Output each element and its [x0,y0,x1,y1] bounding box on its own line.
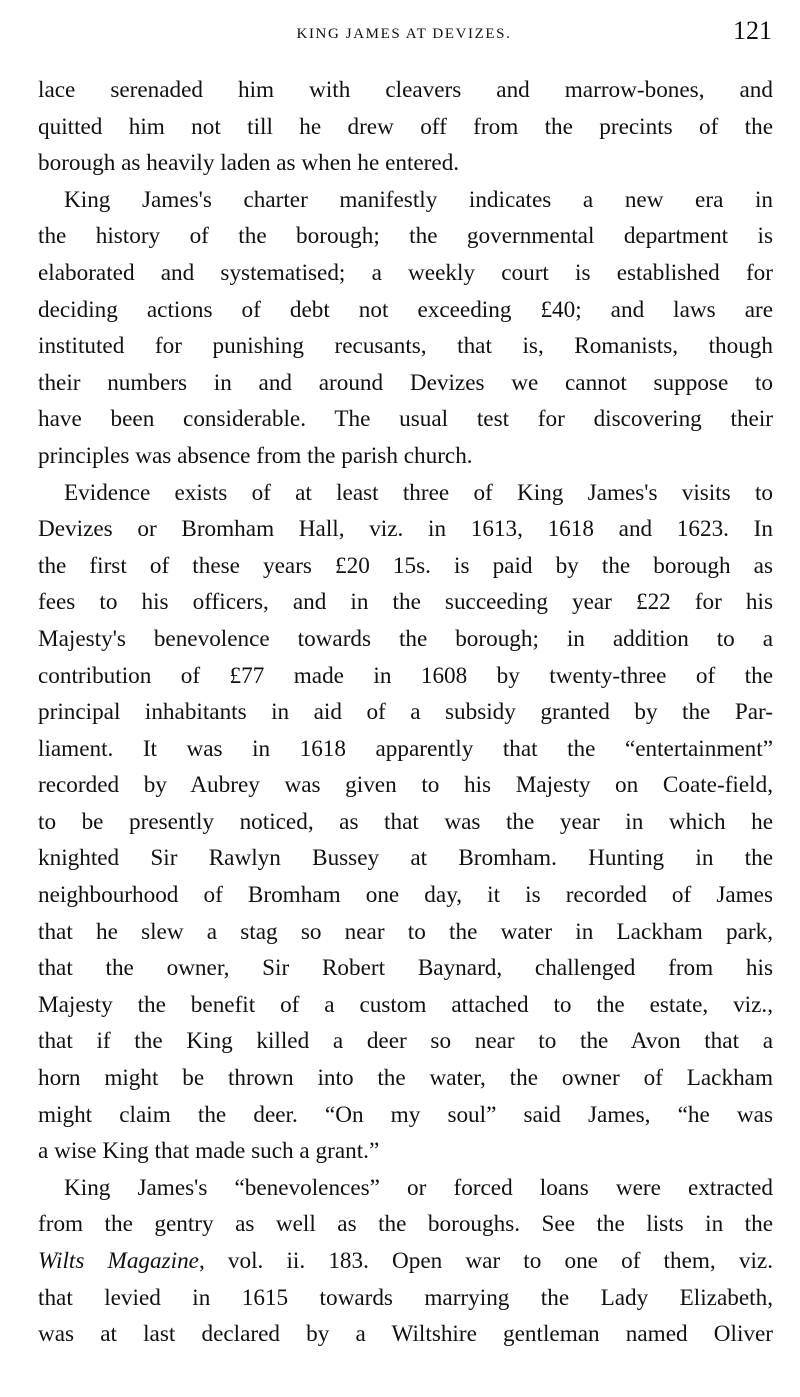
text-line: deciding actions of debt not exceeding £40; and laws are [38,296,773,323]
text-line: knighted Sir Rawlyn Bussey at Bromham. Hunting in the [38,845,773,872]
text-line: King James's “benevolences” or forced loans were extracted [64,1174,773,1201]
text-line: their numbers in and around Devizes we cannot suppose to [38,369,773,396]
text-line: borough as heavily laden as when he entered. [38,150,460,177]
text-line: Evidence exists of at least three of King James's visits to [64,479,773,506]
text-line: have been considerable. The usual test for discovering their [38,406,773,433]
text-line: that he slew a stag so near to the water in Lackham park, [38,918,773,945]
text-line: instituted for punishing recusants, that is, Romanists, though [38,333,773,360]
body-text [38,72,773,1353]
text-line: liament. It was in 1618 apparently that the “entertainment” [38,735,773,762]
text-line: Majesty's benevolence towards the borough; in addition to a [38,625,773,652]
running-title: KING JAMES AT DEVIZES. [296,26,512,42]
text-line: from the gentry as well as the boroughs. See the lists in the [38,1211,773,1238]
text-line-rest: , vol. ii. 183. Open war to one of them, viz. [198,1248,773,1274]
text-line: was at last declared by a Wiltshire gentleman named Oliver [38,1321,773,1348]
text-line [38,1243,773,1280]
text-line: the history of the borough; the governmental department is [38,223,773,250]
text-line: might claim the deer. “On my soul” said James, “he was [38,1101,773,1128]
text-line: Devizes or Bromham Hall, viz. in 1613, 1618 and 1623. In [38,516,773,543]
text-line: lace serenaded him with cleavers and marrow-bones, and [38,77,773,103]
text-line: neighbourhood of Bromham one day, it is recorded of James [38,882,773,909]
text-line: contribution of £77 made in 1608 by twenty-three of the [38,662,773,689]
text-line: that levied in 1615 towards marrying the Lady Elizabeth, [38,1284,773,1311]
text-line: Majesty the benefit of a custom attached to the estate, viz., [38,991,773,1018]
page-number: 121 [733,16,772,45]
text-line: horn might be thrown into the water, the owner of Lackham [38,1065,773,1092]
text-line: that if the King killed a deer so near to the Avon that a [38,1028,773,1055]
text-line: King James's charter manifestly indicates a new era in [64,186,773,213]
text-line: a wise King that made such a grant.” [38,1138,380,1165]
text-line: recorded by Aubrey was given to his Majesty on Coate-field, [38,772,773,799]
text-line: principles was absence from the parish church. [38,442,473,469]
text-line: quitted him not till he drew off from the precints of the [38,113,773,140]
text-line: to be presently noticed, as that was the year in which he [38,808,773,835]
text-line: elaborated and systematised; a weekly court is established for [38,259,773,286]
text-line: principal inhabitants in aid of a subsidy granted by the Par- [38,699,773,726]
running-head [36,14,772,54]
journal-title: Wilts Magazine [38,1248,199,1274]
text-line: that the owner, Sir Robert Baynard, challenged from his [38,955,773,982]
text-line: the first of these years £20 15s. is paid by the borough as [38,552,773,579]
text-line: fees to his officers, and in the succeeding year £22 for his [38,589,773,616]
